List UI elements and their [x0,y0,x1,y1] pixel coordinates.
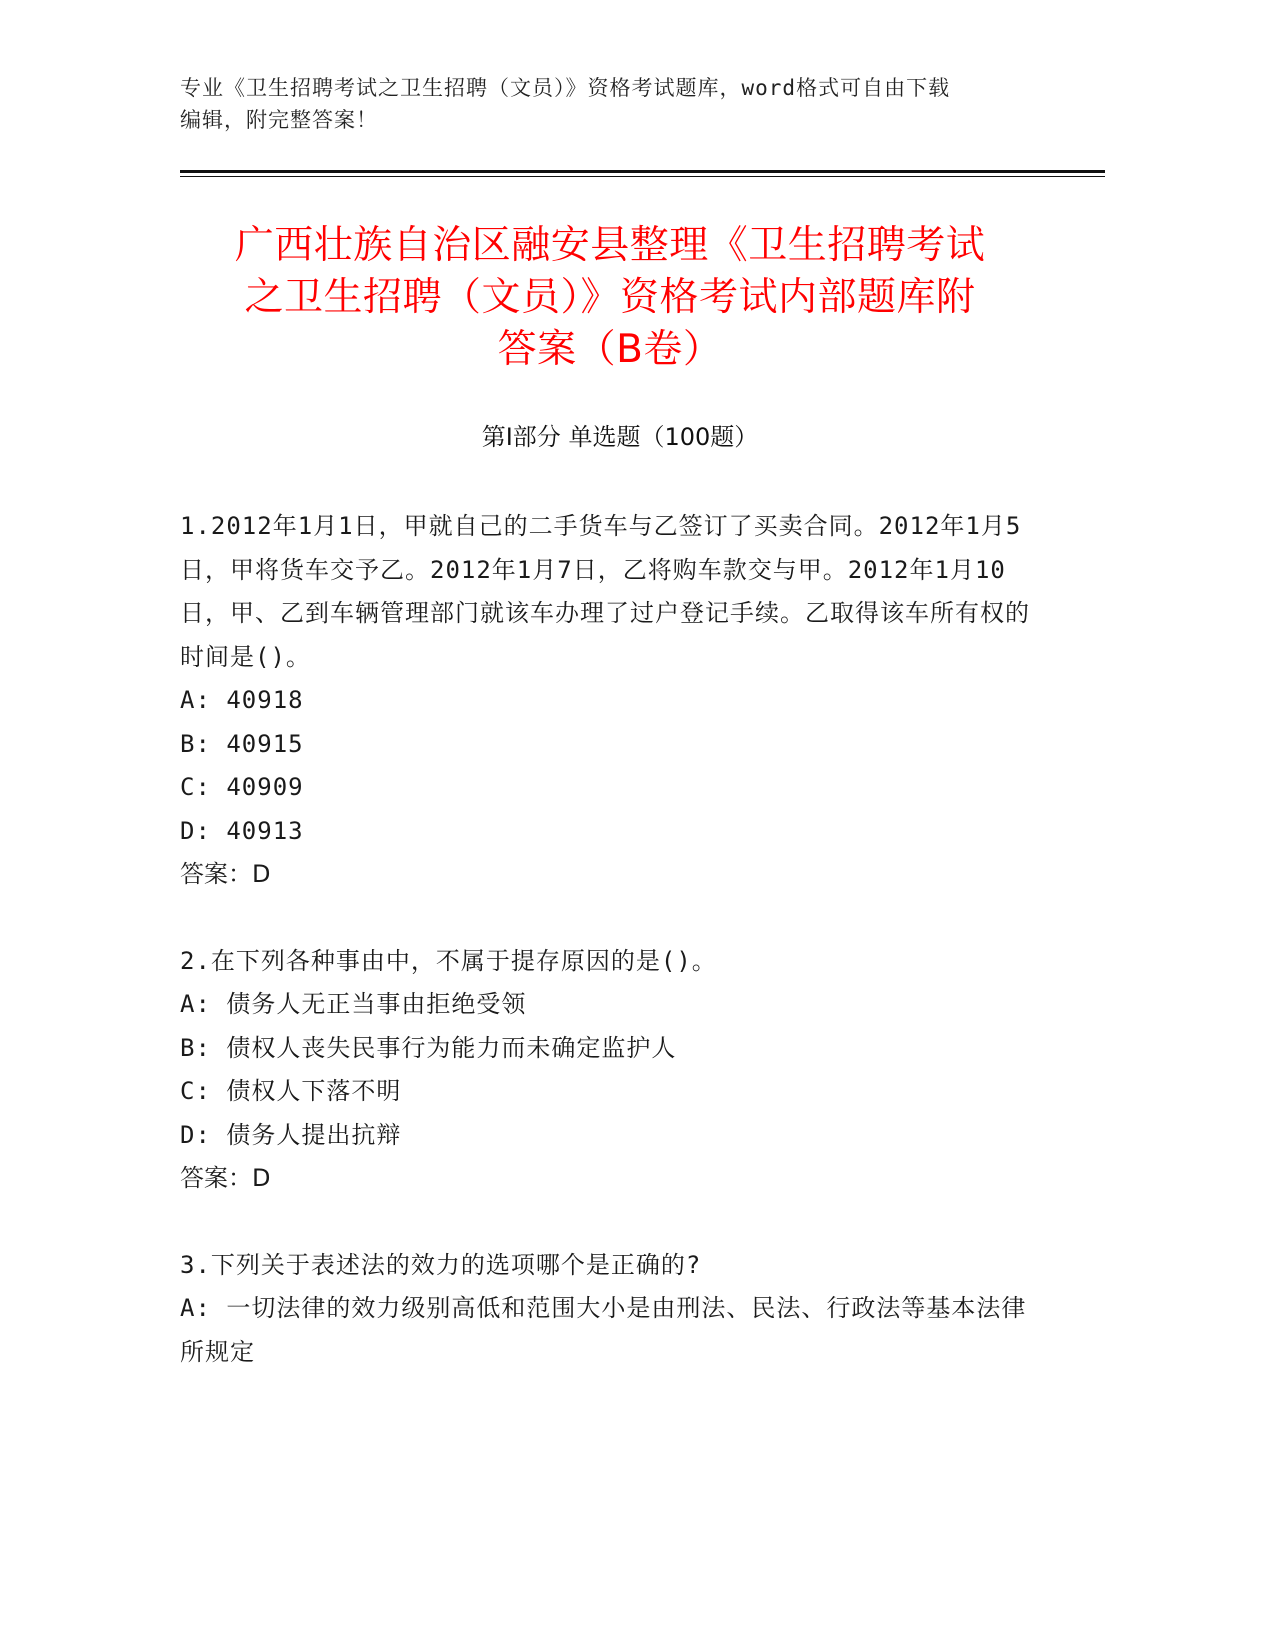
option-a: A: 一切法律的效力级别高低和范围大小是由刑法、民法、行政法等基本法律所规定 [180,1294,1027,1366]
question-stem: 2.在下列各种事由中，不属于提存原因的是()。 [180,946,717,975]
header-note-line-2: 编辑，附完整答案！ [180,108,378,132]
option-c: C: 债权人下落不明 [180,1077,402,1105]
section-title: 第Ⅰ部分 单选题（100题） [481,423,759,451]
answer-label: 答案：D [180,1164,271,1192]
document-title-line-2: 之卫生招聘（文员）》资格考试内部题库附 [244,275,976,320]
option-b: B: 债权人丧失民事行为能力而未确定监护人 [180,1033,677,1062]
document-title-line-3: 答案（B卷） [497,327,723,372]
option-b: B: 40915 [180,729,304,758]
question-stem: 3.下列关于表述法的效力的选项哪个是正确的? [180,1250,702,1279]
question-2 [180,940,1040,1201]
question-3 [180,1244,1040,1375]
option-d: D: 40913 [180,816,304,845]
question-list [180,505,1040,1417]
header-note [180,72,1060,136]
document-title-line-1: 广西壮族自治区融安县整理《卫生招聘考试 [234,223,986,268]
header-divider-thick [180,170,1105,173]
option-d: D: 债务人提出抗辩 [180,1120,402,1149]
document-title [170,220,1050,376]
header-note-line-1: 专业《卫生招聘考试之卫生招聘（文员）》资格考试题库，word格式可自由下载 [180,76,951,100]
question-1 [180,505,1040,897]
answer-label: 答案：D [180,860,271,888]
header-divider-thin [180,176,1105,177]
option-a: A: 40918 [180,686,304,714]
option-a: A: 债务人无正当事由拒绝受领 [180,990,527,1018]
question-stem: 1.2012年1月1日，甲就自己的二手货车与乙签订了买卖合同。2012年1月5日，甲将货车交予乙。2012年1月7日，乙将购车款交与甲。2012年1月10日，甲、乙到车辆管理部门就该车办理了过户登记手续。乙取得该车所有权的时间是()。 [180,512,1030,671]
option-c: C: 40909 [180,773,304,801]
